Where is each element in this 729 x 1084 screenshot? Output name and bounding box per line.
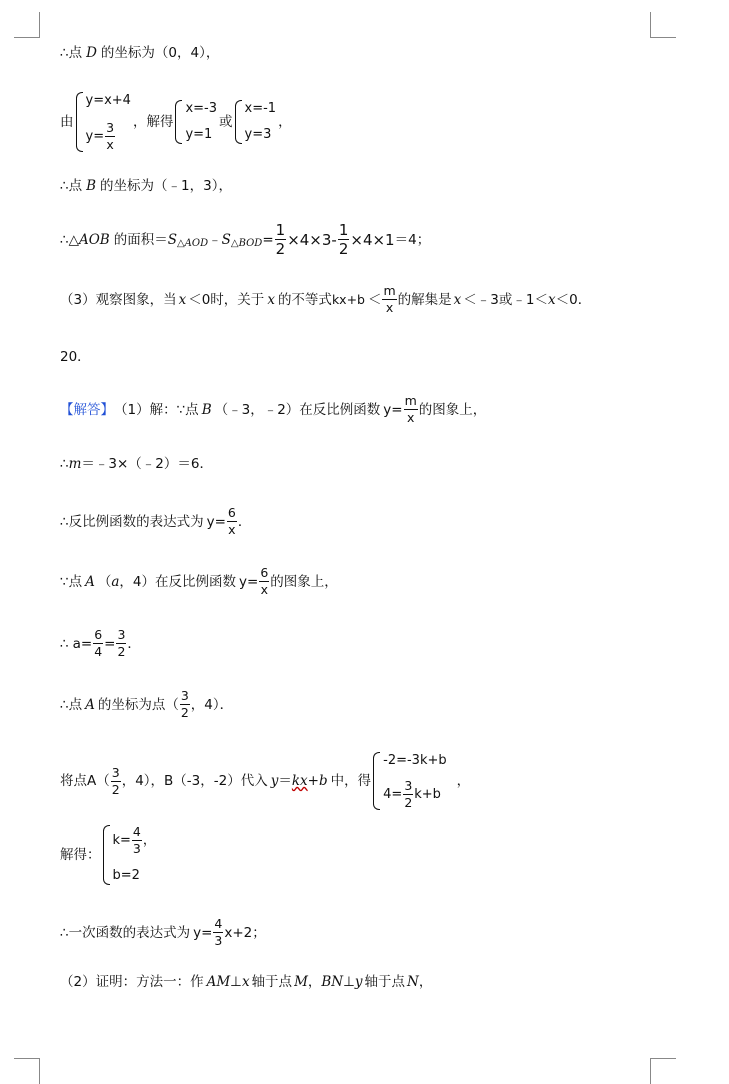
text: 将点 bbox=[60, 773, 87, 789]
eq-row: y=3 bbox=[244, 127, 272, 142]
var-aob: AOB bbox=[78, 231, 110, 248]
line-solve-system bbox=[60, 92, 292, 152]
denominator: 4 bbox=[94, 644, 103, 659]
var-a-lower: a bbox=[111, 573, 120, 590]
brace bbox=[103, 825, 110, 885]
numerator: 1 bbox=[338, 221, 349, 239]
var-y: y bbox=[354, 974, 363, 990]
text: = bbox=[104, 635, 116, 652]
text: ﹣ bbox=[208, 231, 222, 248]
text: ． bbox=[127, 635, 141, 652]
text: ，解得 bbox=[132, 114, 174, 130]
var-x: x bbox=[178, 291, 187, 308]
text: ． bbox=[237, 513, 252, 530]
numerator: 3 bbox=[106, 120, 115, 135]
system-4 bbox=[373, 752, 447, 810]
text: 的坐标为（﹣1，3）， bbox=[100, 178, 232, 194]
denominator: 2 bbox=[180, 705, 189, 720]
text: ， bbox=[278, 114, 292, 130]
text: 的坐标为（0，4）， bbox=[100, 45, 220, 61]
crop-mark-bottom-right bbox=[650, 1058, 676, 1084]
text: 4= bbox=[383, 786, 403, 802]
var-bn: BN bbox=[321, 974, 344, 990]
fraction bbox=[213, 917, 223, 948]
line-substitute bbox=[60, 752, 470, 810]
text: k= bbox=[112, 832, 131, 848]
text: y= bbox=[85, 128, 105, 144]
text: ∴点 bbox=[60, 178, 83, 194]
brace bbox=[235, 100, 242, 144]
text: 解得： bbox=[60, 847, 101, 863]
text: ＝﹣3×（﹣2）＝6． bbox=[81, 456, 213, 472]
eq-row: x=-3 bbox=[185, 101, 218, 116]
var-x: x bbox=[453, 291, 462, 308]
crop-mark-top-left bbox=[14, 12, 40, 38]
text: ×4×1 bbox=[350, 230, 395, 249]
fraction bbox=[132, 825, 142, 856]
var-d: D bbox=[86, 45, 97, 61]
text: ∴△ bbox=[60, 231, 79, 248]
text: ， bbox=[142, 832, 156, 848]
text: （3）观察图象，当 bbox=[60, 291, 177, 308]
line-answer-intro bbox=[60, 394, 486, 425]
text: 轴于点 bbox=[364, 974, 406, 990]
denominator: 2 bbox=[404, 795, 413, 810]
text: y= bbox=[206, 513, 226, 530]
eq-row: -2=-3k+b bbox=[383, 753, 447, 768]
eq-row bbox=[86, 121, 131, 152]
brace bbox=[175, 100, 182, 144]
line-m-value bbox=[60, 455, 213, 473]
numerator: 4 bbox=[214, 916, 223, 931]
fraction bbox=[111, 766, 121, 797]
var-am: AM bbox=[206, 974, 231, 990]
system-1 bbox=[76, 92, 131, 152]
text: ∴ bbox=[60, 635, 69, 652]
text: ＝ bbox=[278, 773, 292, 789]
var-b: B bbox=[86, 178, 97, 194]
var-b: B bbox=[201, 401, 212, 418]
fraction bbox=[382, 284, 396, 315]
denominator: 2 bbox=[117, 644, 126, 659]
text: ∴ bbox=[60, 456, 69, 472]
eq-row bbox=[113, 825, 156, 856]
var-a: A bbox=[85, 696, 95, 713]
text: 的解集是 bbox=[397, 291, 452, 308]
numerator: 3 bbox=[117, 627, 126, 642]
eq-row: b=2 bbox=[112, 868, 140, 883]
denominator: x bbox=[385, 300, 394, 315]
text: 的不等式 bbox=[277, 291, 332, 308]
eq-row: x=-1 bbox=[244, 101, 277, 116]
brace bbox=[373, 752, 380, 810]
text: （2）证明：方法一：作 bbox=[60, 974, 204, 990]
var-a: A bbox=[85, 573, 95, 590]
system-5 bbox=[103, 825, 156, 885]
text: ，4），B（-3，-2）代入 bbox=[121, 773, 268, 789]
text: ∵点 bbox=[60, 573, 83, 590]
text: （﹣3，﹣2）在反比例函数 bbox=[214, 401, 381, 418]
text: 轴于点 bbox=[251, 974, 293, 990]
eq-row: y=1 bbox=[185, 127, 213, 142]
denominator: 2 bbox=[111, 781, 120, 797]
numerator: 1 bbox=[275, 221, 286, 239]
line-point-a bbox=[60, 566, 338, 597]
denominator: x bbox=[228, 522, 236, 537]
fraction bbox=[403, 779, 413, 810]
numerator: m bbox=[404, 393, 417, 408]
numerator: 4 bbox=[132, 824, 141, 839]
line-proof-start bbox=[60, 973, 432, 991]
text: 的坐标为点（ bbox=[97, 696, 179, 713]
text: ＜0． bbox=[555, 291, 592, 308]
numerator: 6 bbox=[260, 565, 269, 580]
text: （ bbox=[97, 573, 112, 590]
var-m: M bbox=[294, 974, 308, 990]
denominator: x bbox=[260, 582, 268, 597]
var-n: N bbox=[407, 974, 419, 990]
answer-tag: 【解答】 bbox=[60, 401, 114, 418]
text: ＜0时，关于 bbox=[188, 291, 265, 308]
text: （1）解：∵点 bbox=[114, 401, 199, 418]
line-linear-expr bbox=[60, 917, 266, 948]
crop-mark-bottom-left bbox=[14, 1058, 40, 1084]
denominator: x bbox=[106, 137, 114, 152]
var-y: y bbox=[270, 773, 279, 789]
line-inequality bbox=[60, 284, 591, 315]
text: ，4）在反比例函数 bbox=[119, 573, 236, 590]
var-m: m bbox=[68, 456, 82, 472]
text: ＝4； bbox=[394, 231, 431, 248]
numerator: 6 bbox=[94, 627, 103, 642]
fraction bbox=[105, 121, 115, 152]
text: ⊥ bbox=[230, 974, 242, 990]
text: ＜ bbox=[367, 291, 382, 308]
question-number bbox=[60, 348, 91, 366]
fraction bbox=[227, 506, 237, 537]
subscript: △BOD bbox=[230, 237, 263, 249]
crop-mark-top-right bbox=[650, 12, 676, 38]
var-s: S bbox=[167, 231, 177, 248]
line-solution bbox=[60, 825, 158, 885]
denominator: 2 bbox=[275, 240, 286, 258]
text: 的图象上， bbox=[418, 401, 487, 418]
line-a-value bbox=[60, 628, 141, 659]
subscript: △AOD bbox=[176, 237, 209, 249]
text: a= bbox=[72, 635, 93, 652]
text: ∴点 bbox=[60, 696, 83, 713]
numerator: 6 bbox=[227, 505, 236, 520]
var-x: x bbox=[267, 291, 275, 308]
text: ∴点 bbox=[60, 45, 83, 61]
fraction bbox=[180, 689, 190, 720]
text: y= bbox=[193, 924, 213, 941]
system-3 bbox=[235, 100, 277, 144]
text: kx+b bbox=[331, 291, 365, 307]
var-x: x bbox=[547, 291, 556, 308]
fraction bbox=[116, 628, 126, 659]
numerator: 3 bbox=[111, 764, 120, 780]
numerator: m bbox=[383, 283, 396, 298]
line-a-coords bbox=[60, 689, 233, 720]
text: A（ bbox=[87, 773, 110, 789]
text: ×4×3- bbox=[287, 230, 337, 249]
text: ⊥ bbox=[343, 974, 355, 990]
line-point-b bbox=[60, 177, 232, 195]
text: 中，得 bbox=[330, 773, 372, 789]
text: = bbox=[262, 231, 274, 248]
var-kx: kx bbox=[291, 773, 308, 789]
fraction bbox=[404, 394, 418, 425]
var-x: x bbox=[241, 974, 250, 990]
line-point-d bbox=[60, 44, 219, 62]
denominator: 2 bbox=[338, 240, 349, 258]
fraction bbox=[93, 628, 103, 659]
text: 的图象上， bbox=[270, 573, 338, 590]
text: 的面积＝ bbox=[113, 231, 168, 248]
fraction bbox=[338, 222, 350, 257]
line-inverse-expr bbox=[60, 506, 251, 537]
text: ＜﹣3或﹣1＜ bbox=[463, 291, 548, 308]
denominator: x bbox=[407, 410, 415, 425]
text: ，4）． bbox=[190, 696, 234, 713]
fraction bbox=[259, 566, 269, 597]
text: ∴一次函数的表达式为 bbox=[60, 924, 191, 941]
text: 20． bbox=[60, 349, 91, 365]
text: 由 bbox=[60, 114, 74, 130]
denominator: 3 bbox=[214, 933, 223, 948]
text: y= bbox=[383, 401, 403, 418]
line-area bbox=[60, 222, 430, 257]
text: y= bbox=[239, 573, 259, 590]
text: 或 bbox=[219, 114, 233, 130]
system-2 bbox=[175, 100, 217, 144]
text: ∴反比例函数的表达式为 bbox=[60, 513, 204, 530]
text: ， bbox=[456, 773, 471, 789]
var-s: S bbox=[221, 231, 231, 248]
denominator: 3 bbox=[132, 841, 141, 856]
fraction bbox=[275, 222, 287, 257]
numerator: 3 bbox=[180, 688, 189, 703]
text: +b bbox=[307, 773, 328, 789]
numerator: 3 bbox=[404, 778, 413, 793]
eq-row: y=x+4 bbox=[85, 93, 131, 108]
text: ， bbox=[418, 974, 433, 990]
brace bbox=[76, 92, 83, 152]
text: ， bbox=[307, 974, 322, 990]
eq-row bbox=[383, 779, 447, 810]
text: k+b bbox=[414, 786, 441, 802]
text: x+2； bbox=[224, 924, 266, 941]
